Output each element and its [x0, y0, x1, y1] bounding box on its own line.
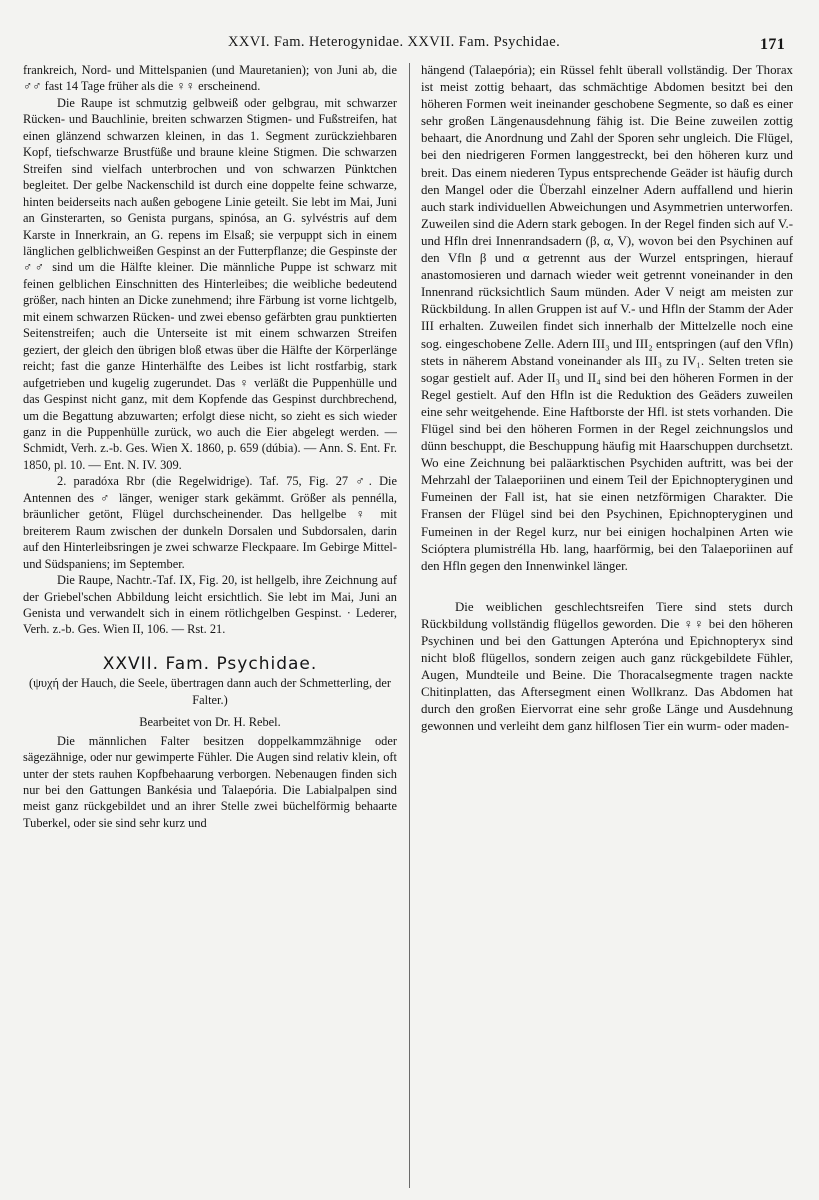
running-head: XXVI. Fam. Heterogynidae. XXVII. Fam. Psychidae. — [228, 34, 561, 50]
species-entry: 2. paradóxa Rbr (die Regelwidrige). Taf. 75, Fig. 27 ♂. Die Antennen des ♂ länger, weniger stark gekämmt. Größer als pennélla, bräunlicher getönt, Flügel durchscheinender. Das hellgelbe ♀ mit breiterem Raum zwischen der dunkeln Dorsalen und Subdorsalen, darin auf den Hinterleibsringen je zwei schwarze Fleckpaare. Im Gebirge Mittel- und Südspaniens; im September. — [23, 474, 397, 571]
page-header — [0, 34, 819, 58]
page-number: 171 — [760, 36, 786, 53]
paragraph: Die Raupe, Nachtr.-Taf. IX, Fig. 20, ist hellgelb, ihre Zeichnung auf der Griebel'schen Abbildung leicht ersichtlich. Sie lebt im Mai, Juni an Genista und verwandelt sich in einem rötlichgelben Gespinst. · Lederer, Verh. z.-b. Ges. Wien II, 106. — Rst. 21. — [23, 573, 397, 637]
family-author: Bearbeitet von Dr. H. Rebel. — [139, 715, 281, 730]
paragraph: Die weiblichen geschlechtsreifen Tiere sind stets durch Rückbildung vollständig flügellos geworden. Die ♀♀ bei den höheren Psychinen und bei den Gattungen Apteróna und Epichnopteryx sind nicht bloß flügellos, sondern zeigen auch ganz rückgebildete Fühler, Augen, Mundteile und Beine. Die Thoracalsegmente tragen nackte Chitinplatten, das Aftersegment einen Wollkranz. Das Abdomen hat durch den großen Eiervorrat eine sehr große Länge und Ausdehnung gewonnen und verleiht dem ganz hilflosen Tier ein wurm- oder maden- — [421, 599, 793, 734]
family-etymology: (ψυχή der Hauch, die Seele, übertragen dann auch der Schmetterling, der Falter.) — [29, 676, 391, 707]
paragraph: Die Raupe ist schmutzig gelbweiß oder gelbgrau, mit schwarzer Rücken- und Bauchlinie, breiten schwarzen Stigmen- und Fußstreifen, hat einen glänzend schwarzen kleinen, in das 1. Segment zurückziehbaren Kopf, tiefschwarze Brustfüße und braune kleine Stigmen. Die schwarzen Streifen sind vielfach unterbrochen und von schwarzen Pünktchen begleitet. Der gelbe Nackenschild ist durch eine doppelte feine schwarze, hinten beiderseits nach außen gebogene Linie geteilt. Sie lebt im Mai, Juni an Ginsterarten, so Genista purgans, spinósa, an G. sylvéstris auf dem Karste in Innerkrain, an G. repens im Elsaß; sie verpuppt sich in einem länglichen gelblichweißen Gespinst an der Futterpflanze; die Gespinste der ♂♂ sind um die Hälfte kleiner. Die männliche Puppe ist schwarz mit feinen gelblichen Einschnitten des Hinterleibes; die weibliche bedeutend größer, nach hinten an Dicke zunehmend; ihre Färbung ist vorne lichtgelb, mit einem schwarzen Rücken- und zwei ebenso gefärbten grau punktierten Seitenstreifen; auch die Unterseite ist mit einem schwarzen Streifen geziert, der gleich den übrigen bloß etwas über die Hälfte der Körperlänge reicht; fast die ganze Hinterhälfte des Leibes ist licht rostfarbig, stark aufgetrieben und kugelig zugerundet. Das ♀ verläßt die Puppenhülle und das Gespinst nicht ganz, mit dem Kopfende das Gespinst durchbrechend, um die Begattung abzuwarten; erfolgt diese nicht, so zieht es sich wieder ganz in die Puppenhülle zurück, wo auch die Eier abgelegt werden. — Schmidt, Verh. z.-b. Ges. Wien X. 1860, p. 659 (dúbia). — Ann. S. Ent. Fr. 1850, pl. 10. — Ent. N. IV. 309. — [23, 95, 397, 472]
paragraph: Die männlichen Falter besitzen doppelkammzähnige oder sägezähnige, oder nur gewimperte Fühler. Die Augen sind relativ klein, oft unter der stets rauhen Kopfbehaarung verborgen. Nebenaugen finden sich nur bei den Gattungen Bankésia und Talaepória. Die Labialpalpen sind meist ganz rückgebildet und an ihrer Stelle zwei büchelförmig behaarte Tuberkel, oder sie sind sehr kurz und — [23, 733, 397, 830]
left-column — [23, 62, 397, 1197]
paragraph: hängend (Talaepória); ein Rüssel fehlt überall vollständig. Der Thorax ist meist zottig behaart, das schmächtige Abdomen besitzt bei den höheren Formen weit ineinander geschobene Segmente, so daß es einer sehr großen Längenausdehnung fähig ist. Die Beine zuweilen zottig behaart, die Anordnung und Zahl der Sporen sehr ungleich. Die Flügel, bei den niedrigeren Formen langgestreckt, bei den höheren kurz und breit. Das einem niederen Typus entsprechende Geäder ist häufig durch den Mangel oder die Überzahl einzelner Adern auffallend und hierin auch stark individuellen Abweichungen und Asymmetrien unterworfen. Zuweilen sind die Adern stark gebogen. In der Regel finden sich auf V.- und Hfln drei Innenrandsadern (β, α, V), wovon bei den Psychinen auf den Vfln β und α getrennt aus der Wurzel entspringen, hierauf anastomosieren und darnach wieder weit getrennt voneinander in den Innenrand rücksichtlich Saum münden. Ader V neigt am meisten zur Rückbildung. In allen Gruppen ist auf V.- und Hfln der Stamm der Ader III erhalten. Zuweilen findet sich innerhalb der Mittelzelle noch eine sog. eingeschobene Zelle. Adern III₃ und III₂ entspringen (auf den Vfln) stets in näherem Abstand voneinander als III₃ zu IV₁. Selten treten sie sogar gestielt auf. Ader II₃ und II₄ sind bei den höheren Formen in der Regel gestielt. Auf den Hfln ist die Reduktion des Geäders zuweilen eine sehr weitgehende. Eine Haftborste der Hfl. ist stets vorhanden. Die Flügel sind bei den höheren Formen in der Regel zeichnungslos und dünn beschuppt, die Beschuppung häufig mit Haarschuppen durchsetzt. Wo eine Zeichnung bei paläarktischen Psychiden auftritt, was bei der Mehrzahl der Talaeporiinen und einem Teil der Epichnopteryginen und Fumeinen der Fall ist, hat sie einen netzförmigen Charakter. Die Fransen der Flügel sind bei den Psychinen, Epichnopteryginen und Fumeinen in der Regel kurz, nur bei einigen hochalpinen Arten wie Scióptera plumistrélla Hb. lang, haarförmig, bei den Talaeporiinen auf den Hfln gegen den Innenwinkel länger. — [421, 63, 793, 573]
right-column — [421, 62, 793, 1190]
column-divider — [409, 63, 410, 1188]
family-heading: XXVII. Fam. Psychidae. — [102, 653, 318, 674]
paragraph: frankreich, Nord- und Mittelspanien (und Mauretanien); von Juni ab, die ♂♂ fast 14 Tage früher als die ♀♀ erscheinend. — [23, 63, 397, 94]
